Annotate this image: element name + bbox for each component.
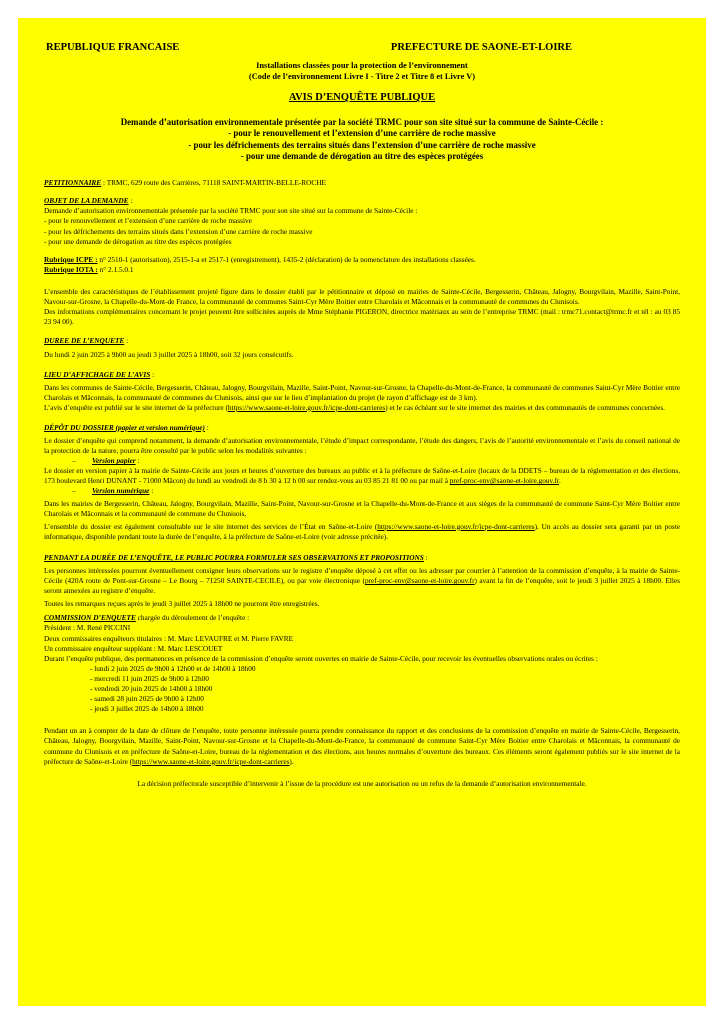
cloture-section <box>44 726 680 788</box>
commission-president: Président : M. René PICCINI <box>44 623 131 633</box>
depot-section <box>44 423 680 542</box>
depot-colon: : <box>204 422 209 432</box>
affichage-colon: : <box>150 369 155 379</box>
page-title: AVIS D’ENQUÊTE PUBLIQUE <box>288 92 436 103</box>
cloture-site-link[interactable]: https://www.saone-et-loire.gouv.fr/icpe-dont-carrieres <box>132 756 290 766</box>
rubrique-iota-text: n° 2.1.5.0.1 <box>97 264 134 274</box>
prefecture-site-link[interactable]: https://www.saone-et-loire.gouv.fr/icpe-dont-carrieres <box>227 402 386 412</box>
notice-body <box>44 178 680 789</box>
version-papier-text: Le dossier en version papier à la mairie de Sainte-Cécile aux jours et heures d’ouverture des bureaux au public et à la préfecture de Saône-et-Loire (locaux de la DDETS – bureau de la réglementation et des élections, 173 boulevard Henri DUNANT - 71000 Mâcon) du lundi au vendredi de 8 h 30 à 12 h 00 sur rendez-vous au 03 85 21 81 00 ou par mail à <box>44 466 680 486</box>
demande-summary <box>44 117 680 162</box>
permanences-paragraph: Durant l’enquête publique, des permanences en présence de la commission d’enquête seront ouvertes en mairie de Sainte-Cécile, pour recevoir les éventuelles observations orales ou écrites : <box>44 653 598 663</box>
version-numerique-label: Version numérique <box>92 486 150 496</box>
affichage-text: L’avis d’enquête est publié sur le site internet de la préfecture ( <box>44 402 228 412</box>
version-numerique-colon: : <box>149 486 154 496</box>
depot-online-text: ). Un accès au dossier sera garanti par un poste informatique, disponible pendant toute la durée de l’enquête, à la préfecture de Saône-et-Loire (voir adresse précitée). <box>44 521 680 541</box>
rubrique-icpe-text: n° 2510-1 (autorisation), 2515-1-a et 2517-1 (enregistrement), 1435-2 (déclaration) de la nomenclature des installations classées. <box>97 254 476 264</box>
etat-site-link[interactable]: https://www.saone-et-loire.gouv.fr/icpe-dont-carrieres <box>377 521 535 531</box>
duree-text: Du lundi 2 juin 2025 à 9h00 au jeudi 3 juillet 2025 à 18h00, soit 32 jours consécutifs. <box>44 350 294 360</box>
code-reference: (Code de l’environnement Livre I - Titre 2 et Titre 8 et Livre V) <box>248 72 476 81</box>
version-numerique-heading <box>44 486 680 496</box>
contact-paragraph: Des informations complémentaires concernant le projet peuvent être sollicitées auprès de Mme Stéphanie PIGERON, directrice matériaux au sein de l’entreprise TRMC (mail : trmc71.contact@trmc.fr et tél : au 03 85 23 94 00). <box>44 307 680 327</box>
permanence-date: - mercredi 11 juin 2025 de 9h00 à 12h00 <box>90 673 209 683</box>
permanence-date: - jeudi 3 juillet 2025 de 14h00 à 18h00 <box>90 704 204 714</box>
duree-section <box>44 336 680 360</box>
version-papier-heading <box>44 456 680 466</box>
version-papier-colon: : <box>135 456 140 466</box>
ensemble-section <box>44 287 680 327</box>
dash-marker: – <box>72 456 76 466</box>
affichage-paragraph: Dans les communes de Sainte-Cécile, Bergesserin, Château, Jalogny, Bourgvilain, Mazille, Saint-Point, Navour-sur-Grosne, la Chapelle-du-Mont-de-France, la communauté de communes Saint-Cyr Mère Boitier entre Charolais et Mâconnais, la communauté de communes du Clunisois, ainsi que sur le lieu d’implantation du projet (le rayon d’affichage est de 3 km). <box>44 382 680 402</box>
objet-line: - pour le renouvellement et l’extension d’une carrière de roche massive <box>44 216 252 226</box>
demande-line: Demande d’autorisation environnementale présentée par la société TRMC pour son site situé sur la commune de Sainte-Cécile : <box>120 117 604 127</box>
cloture-text: Pendant un an à compter de la date de clôture de l’enquête, toute personne intéressée pourra prendre connaissance du rapport et des conclusions de la commission d’enquête en mairie de Sainte-Cécile, Bergesserin, Château, Jalogny, Bourgvilain, Mazille, Saint-Point, Navour-sur-Grosne et la Chapelle-du-Mont-de-France, la communauté de commune Saint-Cyr Mère Boitier entre Charolais et Mâconnais, la communauté de commune du Clunisois et en préfecture de Saône-et-Loire, bureau de la réglementation et des élections, aux heures normales d’ouverture des bureaux. Ces éléments seront également publiés sur le site internet de la préfecture de Saône-et-Loire ( <box>44 726 680 766</box>
demande-line: - pour les défrichements des terrains situés dans l’extension d’une carrière de roche massive <box>188 139 536 150</box>
observations-email-link[interactable]: pref-proc-env@saone-et-loire.gouv.fr <box>364 576 475 586</box>
depot-online-text: L’ensemble du dossier est également consultable sur le site internet des services de l’État en Saône-et-Loire ( <box>44 521 378 531</box>
decision-paragraph: La décision préfectorale susceptible d’intervenir à l’issue de la procédure est une autorisation ou un refus de la demande d’autorisation environnementale. <box>137 778 587 788</box>
observations-text: Les personnes intéressées pourront éventuellement consigner leurs observations sur le registre d’enquête déposé à cet effet ou les adresser par courrier à l’attention de la commission d’enquête, à la mairie de Sainte-Cécile (420A route de Pont-sur-Grosne – Le Bourg – 71250 SAINTE-CECILE), ou par voie électronique ( <box>44 566 680 586</box>
commission-titulaires: Deux commissaires enquêteurs titulaires : M. Marc LEVAUFRE et M. Pierre FAVRE <box>44 633 294 643</box>
observations-text: ) avant la fin de l’enquête, soit le jeudi 3 juillet 2025 à 18h00. Elles seront annexées au registre d’enquête. <box>44 576 681 596</box>
objet-line: Demande d’autorisation environnementale présentée par la société TRMC pour son site situé sur la commune de Sainte-Cécile : <box>44 206 418 216</box>
observations-label: PENDANT LA DURÉE DE L’ENQUÊTE, LE PUBLIC POURRA FORMULER SES OBSERVATIONS ET PROPOSITIONS <box>44 552 424 562</box>
petitionnaire-section <box>44 178 680 188</box>
installations-heading: Installations classées pour la protection de l’environnement <box>256 61 468 70</box>
demande-line: - pour une demande de dérogation au titre des espèces protégées <box>240 150 484 161</box>
observations-colon: : <box>423 552 428 562</box>
affichage-section <box>44 370 680 413</box>
ensemble-paragraph: L’ensemble des caractéristiques de l’établissement projeté figure dans le dossier établi par le pétitionnaire et déposé en mairies de Sainte-Cécile, Bergesserin, Château, Jalogny, Bourgvilain, Mazille, Saint-Point, Navour-sur-Grosne, la Chapelle-du-Mont-de France, la communauté de communes Saint-Cyr Mère Boitier entre Charolais et Mâconnais et la communauté de communes du Clunisois. <box>44 286 680 307</box>
commission-suppleant: Un commissaire enquêteur suppléant : M. Marc LESCOUET <box>44 643 223 653</box>
depot-label: DÉPÔT DU DOSSIER (papier et version numérique) <box>44 422 205 432</box>
commission-section <box>44 613 680 714</box>
version-numerique-text: Dans les mairies de Bergesserin, Château, Jalogny, Bourgvilain, Mazille, Saint-Point, Navour-sur-Grosne et la Chapelle-du-Mont-de-France et aux sièges de la communauté de commune Saint-Cyr Mère Boitier entre Charolais et Mâconnais et la communauté de commune du Clunisois, <box>44 498 680 518</box>
permanence-date: - lundi 2 juin 2025 de 9h00 à 12h00 et de 14h00 à 18h00 <box>90 663 256 673</box>
objet-label: OBJET DE LA DEMANDE <box>44 196 129 206</box>
objet-line: - pour une demande de dérogation au titre des espèces protégées <box>44 236 232 246</box>
permanence-date: - samedi 28 juin 2025 de 9h00 à 12h00 <box>90 694 204 704</box>
version-papier-label: Version papier <box>92 456 136 466</box>
prefecture-label: PREFECTURE DE SAONE-ET-LOIRE <box>390 42 572 53</box>
commission-label: COMMISSION D’ENQUETE <box>44 613 136 623</box>
code-header <box>44 60 680 82</box>
rubrique-section <box>44 255 680 275</box>
objet-section <box>44 196 680 246</box>
objet-line: - pour les défrichements des terrains situés dans l’extension d’une carrière de roche massive <box>44 226 313 236</box>
cloture-text: ). <box>289 756 294 766</box>
demande-line: - pour le renouvellement et l’extension d’une carrière de roche massive <box>228 128 496 139</box>
pref-proc-env-link[interactable]: pref-proc-env@saone-et-loire.gouv.fr <box>449 476 559 486</box>
notice-page <box>18 18 706 1006</box>
top-header <box>44 42 680 53</box>
duree-label: DUREE DE L’ENQUETE <box>44 336 125 346</box>
affichage-text: ) et le cas échéant sur le site internet des mairies et des communautés de communes concernées. <box>385 402 666 412</box>
duree-colon: : <box>124 336 129 346</box>
rubrique-icpe-label: Rubrique ICPE : <box>44 254 98 264</box>
objet-colon: : <box>128 196 133 206</box>
petitionnaire-label: PETITIONNAIRE <box>44 178 102 188</box>
version-papier-text: . <box>558 476 561 486</box>
permanence-date: - vendredi 20 juin 2025 de 14h00 à 18h00 <box>90 684 213 694</box>
observations-section <box>44 553 680 609</box>
commission-label-rest: chargée du déroulement de l’enquête : <box>135 613 250 623</box>
rubrique-iota-label: Rubrique IOTA : <box>44 264 98 274</box>
dash-marker: – <box>72 486 76 496</box>
observations-deadline: Toutes les remarques reçues après le jeudi 3 juillet 2025 à 18h00 ne pourront être enregistrées. <box>44 599 320 609</box>
permanences-list <box>44 664 680 714</box>
affichage-label: LIEU D’AFFICHAGE DE L’AVIS <box>44 369 151 379</box>
petitionnaire-text: : TRMC, 629 route des Carrières, 71118 SAINT-MARTIN-BELLE-ROCHE <box>101 178 326 188</box>
depot-paragraph: Le dossier d’enquête qui comprend notamment, la demande d’autorisation environnementale, l’étude d’impact correspondante, l’étude des dangers, l’avis de l’autorité environnementale et l’avis du conseil national de la protection de la nature, pourra être consulté par le public selon les modalités suivantes : <box>44 435 680 456</box>
republique-label: REPUBLIQUE FRANCAISE <box>46 42 180 53</box>
